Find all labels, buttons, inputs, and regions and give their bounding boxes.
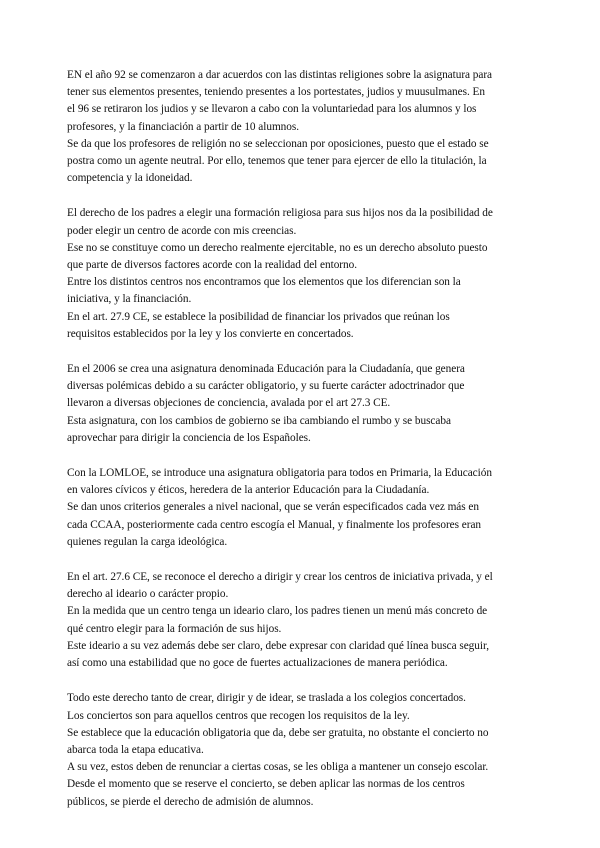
text-line: El derecho de los padres a elegir una formación religiosa para sus hijos nos da la posibilidad de: [67, 207, 493, 220]
text-line: cada CCAA, posteriormente cada centro escogía el Manual, y finalmente los profesores eran: [67, 518, 482, 531]
text-line: que parte de diversos factores acorde con la realidad del entorno.: [67, 259, 357, 272]
text-line: Todo este derecho tanto de crear, dirigir y de idear, se traslada a los colegios concertados.: [67, 692, 466, 705]
paragraph: [67, 67, 540, 187]
text-line: profesores, y la financiación a partir de 10 alumnos.: [67, 120, 299, 133]
text-line: diversas polémicas debido a su carácter obligatorio, y su fuerte carácter adoctrinador que: [67, 380, 465, 393]
text-line: Se establece que la educación obligatoria que da, debe ser gratuita, no obstante el concierto no: [67, 726, 489, 739]
text-line: Los conciertos son para aquellos centros que recogen los requisitos de la ley.: [67, 709, 410, 722]
text-line: competencia y la idoneidad.: [67, 172, 193, 185]
text-line: postra como un agente neutral. Por ello, tenemos que tener para ejercer de ello la titulación, la: [67, 155, 487, 168]
paragraph: [67, 361, 540, 447]
text-line: qué centro elegir para la formación de sus hijos.: [67, 622, 282, 635]
text-line: Esta asignatura, con los cambios de gobierno se iba cambiando el rumbo y se buscaba: [67, 414, 451, 427]
text-line: Con la LOMLOE, se introduce una asignatura obligatoria para todos en Primaria, la Educación: [67, 467, 492, 480]
text-line: En el art. 27.6 CE, se reconoce el derecho a dirigir y crear los centros de iniciativa privada, y el: [67, 571, 493, 584]
text-line: EN el año 92 se comenzaron a dar acuerdos con las distintas religiones sobre la asignatura para: [67, 69, 493, 81]
text-line: derecho al ideario o carácter propio.: [67, 588, 229, 601]
text-line: Se dan unos criterios generales a nivel nacional, que se verán especificados cada vez más en: [67, 501, 479, 514]
text-line: En el art. 27.9 CE, se establece la posibilidad de financiar los privados que reúnan los: [67, 310, 450, 323]
text-line: Entre los distintos centros nos encontramos que los elementos que los diferencian son la: [67, 276, 461, 289]
text-line: en valores cívicos y éticos, heredera de la anterior Educación para la Ciudadanía.: [67, 484, 430, 497]
paragraph: [67, 569, 540, 672]
text-line: Se da que los profesores de religión no se seleccionan por oposiciones, puesto que el estado se: [67, 137, 489, 150]
text-line: iniciativa, y la financiación.: [67, 293, 192, 306]
text-line: poder elegir un centro de acorde con mis creencias.: [67, 224, 297, 237]
text-line: públicos, se pierde el derecho de admisión de alumnos.: [67, 795, 314, 808]
text-line: Este ideario a su vez además debe ser claro, debe expresar con claridad qué línea busca seguir,: [67, 639, 490, 652]
text-line: así como una estabilidad que no goce de fuertes actualizaciones de manera periódica.: [67, 657, 448, 670]
text-line: aprovechar para dirigir la conciencia de los Españoles.: [67, 431, 311, 444]
text-line: el 96 se retiraron los judios y se llevaron a cabo con la voluntariedad para los alumnos y los: [67, 103, 477, 116]
paragraph: [67, 465, 540, 551]
text-line: llevaron a diversas objeciones de conciencia, avalada por el art 27.3 CE.: [67, 397, 391, 410]
paragraph: [67, 690, 540, 810]
text-line: En la medida que un centro tenga un ideario claro, los padres tienen un menú más concreto de: [67, 605, 488, 618]
text-line: abarca toda la etapa educativa.: [67, 743, 204, 756]
text-line: En el 2006 se crea una asignatura denominada Educación para la Ciudadanía, que genera: [67, 363, 465, 376]
text-line: quienes regulan la carga ideológica.: [67, 535, 228, 548]
text-line: Ese no se constituye como un derecho realmente ejercitable, no es un derecho absoluto puesto: [67, 241, 488, 254]
text-line: Desde el momento que se reserve el concierto, se deben aplicar las normas de los centros: [67, 778, 465, 791]
text-line: A su vez, estos deben de renunciar a ciertas cosas, se les obliga a mantener un consejo escolar.: [67, 761, 489, 774]
paragraph: [67, 205, 540, 343]
text-line: requisitos establecidos por la ley y los convierte en concertados.: [67, 327, 354, 340]
text-line: tener sus elementos presentes, teniendo presentes a los portestates, judios y muusulmanes. En: [67, 86, 485, 99]
